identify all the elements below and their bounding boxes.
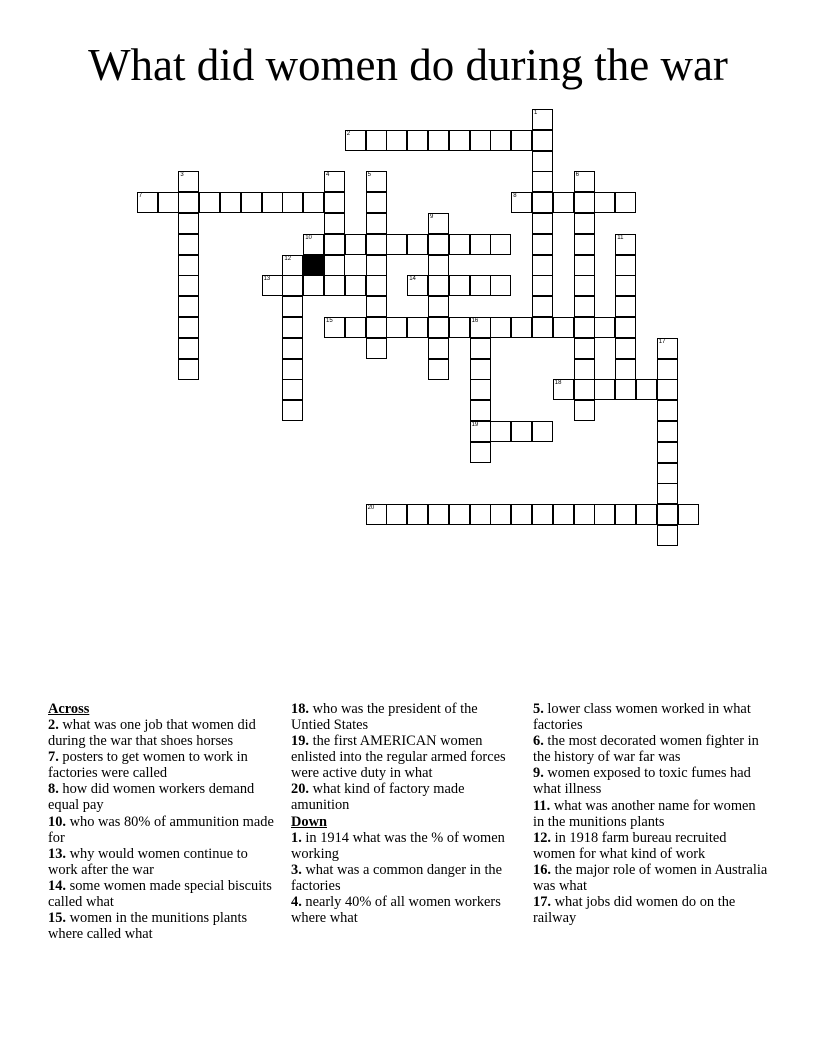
clue-column-1	[48, 701, 280, 942]
crossword-cell[interactable]	[553, 504, 574, 525]
crossword-cell[interactable]	[345, 234, 366, 255]
crossword-cell[interactable]	[282, 359, 303, 380]
crossword-cell[interactable]	[636, 379, 657, 400]
crossword-cell[interactable]	[324, 275, 345, 296]
crossword-cell[interactable]	[449, 317, 470, 338]
crossword-cell[interactable]	[428, 130, 449, 151]
crossword-cell[interactable]	[532, 151, 553, 172]
crossword-cell[interactable]	[158, 192, 179, 213]
crossword-cell[interactable]	[574, 379, 595, 400]
clue-number: 16	[471, 318, 479, 324]
crossword-cell[interactable]	[490, 317, 511, 338]
crossword-cell[interactable]	[615, 296, 636, 317]
clue-item	[48, 717, 280, 749]
clue-number: 8	[513, 193, 517, 200]
crossword-cell[interactable]	[428, 317, 449, 338]
clue-item-text: in 1918 farm bureau recruited women for what kind of work	[533, 829, 727, 862]
crossword-cell[interactable]	[324, 213, 345, 234]
crossword-cell[interactable]	[178, 213, 199, 234]
crossword-cell[interactable]	[386, 504, 407, 525]
crossword-cell[interactable]	[615, 192, 636, 213]
clue-item	[291, 894, 507, 926]
crossword-cell[interactable]	[532, 255, 553, 276]
crossword-cell[interactable]	[324, 234, 345, 255]
clue-item-number: 17.	[533, 894, 551, 911]
crossword-cell[interactable]	[657, 504, 678, 525]
crossword-cell[interactable]	[345, 130, 366, 151]
crossword-cell[interactable]	[282, 296, 303, 317]
clue-item-number: 12.	[533, 829, 551, 846]
clue-number: 18	[554, 380, 562, 387]
crossword-cell[interactable]	[657, 463, 678, 484]
crossword-cell[interactable]	[532, 421, 553, 442]
crossword-cell[interactable]	[490, 234, 511, 255]
clue-item-number: 18.	[291, 701, 309, 717]
crossword-cell[interactable]	[553, 317, 574, 338]
crossword-cell[interactable]	[470, 421, 491, 442]
clue-item-text: what jobs did women do on the railway	[533, 894, 736, 927]
clue-item-text: what kind of factory made amunition	[291, 781, 465, 814]
clue-item-number: 11.	[533, 797, 551, 814]
clue-item-text: women in the munitions plants where called what	[48, 910, 248, 943]
crossword-cell[interactable]	[470, 338, 491, 359]
crossword-cell[interactable]	[615, 504, 636, 525]
clue-item-text: lower class women worked in what factories	[533, 701, 751, 733]
crossword-cell[interactable]	[574, 234, 595, 255]
crossword-cell[interactable]	[490, 130, 511, 151]
crossword-cell[interactable]	[532, 109, 553, 130]
clue-number: 3	[180, 172, 184, 179]
clue-item	[533, 798, 768, 830]
crossword-cell[interactable]	[428, 213, 449, 234]
clue-item-text: what was another name for women in the munitions plants	[533, 797, 756, 830]
clue-item-text: the first AMERICAN women enlisted into the regular armed forces were active duty in what	[291, 733, 506, 782]
crossword-cell[interactable]	[282, 275, 303, 296]
crossword-cell[interactable]	[511, 130, 532, 151]
clue-item-number: 7.	[48, 749, 59, 766]
clue-item-text: who was 80% of ammunition made for	[48, 813, 274, 846]
crossword-cell[interactable]	[470, 317, 491, 338]
clue-item	[533, 765, 768, 797]
clue-item-number: 4.	[291, 893, 302, 910]
clue-item-number: 3.	[291, 861, 302, 878]
crossword-cell[interactable]	[449, 275, 470, 296]
crossword-cell[interactable]	[511, 192, 532, 213]
crossword-cell[interactable]	[615, 234, 636, 255]
crossword-cell[interactable]	[428, 359, 449, 380]
crossword-cell[interactable]	[178, 359, 199, 380]
crossword-cell[interactable]	[574, 317, 595, 338]
clue-item	[291, 701, 507, 733]
clue-number: 17	[658, 338, 666, 345]
clue-item-number: 6.	[533, 733, 544, 750]
clue-item	[291, 862, 507, 894]
page-title: What did women do during the war	[88, 40, 728, 90]
crossword-cell[interactable]	[366, 275, 387, 296]
crossword-cell[interactable]	[428, 504, 449, 525]
crossword-cell[interactable]	[137, 192, 158, 213]
clue-item	[533, 830, 768, 862]
crossword-cell[interactable]	[574, 275, 595, 296]
crossword-cell[interactable]	[282, 338, 303, 359]
crossword-cell[interactable]	[636, 504, 657, 525]
clue-number: 12	[284, 255, 292, 262]
crossword-cell[interactable]	[574, 338, 595, 359]
clue-item-number: 15.	[48, 910, 66, 927]
crossword-cell[interactable]	[178, 296, 199, 317]
clue-number: 5	[367, 172, 371, 179]
clue-item-text: who was the president of the Untied States	[291, 701, 478, 733]
crossword-cell[interactable]	[262, 275, 283, 296]
clue-item-text: what was one job that women did during the war that shoes horses	[48, 717, 256, 749]
crossword-cell[interactable]	[470, 234, 491, 255]
crossword-cell[interactable]	[532, 234, 553, 255]
crossword-cell[interactable]	[178, 338, 199, 359]
crossword-cell[interactable]	[532, 275, 553, 296]
crossword-cell[interactable]	[345, 275, 366, 296]
crossword-cell[interactable]	[407, 317, 428, 338]
crossword-cell[interactable]	[366, 317, 387, 338]
clue-item-number: 20.	[291, 781, 309, 798]
crossword-cell[interactable]	[657, 525, 678, 546]
clue-item-number: 19.	[291, 733, 309, 750]
crossword-cell[interactable]	[470, 275, 491, 296]
crossword-cell[interactable]	[386, 130, 407, 151]
crossword-cell[interactable]	[657, 421, 678, 442]
crossword-cell[interactable]	[657, 400, 678, 421]
crossword-cell[interactable]	[470, 359, 491, 380]
crossword-cell[interactable]	[657, 442, 678, 463]
crossword-cell[interactable]	[574, 296, 595, 317]
crossword-cell[interactable]	[657, 338, 678, 359]
crossword-cell[interactable]	[574, 192, 595, 213]
crossword-cell[interactable]	[615, 379, 636, 400]
crossword-cell[interactable]	[262, 192, 283, 213]
crossword-cell[interactable]	[511, 317, 532, 338]
clue-number: 2	[346, 130, 351, 137]
crossword-cell[interactable]	[386, 317, 407, 338]
clue-item-text: nearly 40% of all women workers where what	[291, 893, 501, 926]
crossword-cell[interactable]	[615, 275, 636, 296]
crossword-cell[interactable]	[178, 255, 199, 276]
clue-number: 11	[617, 234, 624, 241]
clue-item-text: women exposed to toxic fumes had what illness	[533, 765, 751, 798]
crossword-cell[interactable]	[615, 317, 636, 338]
crossword-cell[interactable]	[574, 359, 595, 380]
crossword-cell[interactable]	[386, 234, 407, 255]
clue-item-number: 2.	[48, 717, 59, 733]
clue-number: 13	[263, 276, 271, 283]
crossword-cell[interactable]	[532, 317, 553, 338]
crossword-cell[interactable]	[366, 338, 387, 359]
crossword-cell[interactable]	[428, 255, 449, 276]
crossword-cell[interactable]	[366, 234, 387, 255]
crossword-cell[interactable]	[532, 296, 553, 317]
clue-item-number: 14.	[48, 877, 66, 894]
crossword-cell[interactable]	[511, 504, 532, 525]
clue-item-text: what was a common danger in the factories	[291, 861, 503, 894]
crossword-cell[interactable]	[178, 171, 199, 192]
clue-item	[291, 830, 507, 862]
crossword-cell[interactable]	[178, 234, 199, 255]
clue-item-text: some women made special biscuits called what	[48, 877, 272, 910]
crossword-cell[interactable]	[594, 317, 615, 338]
crossword-cell[interactable]	[532, 504, 553, 525]
clue-item	[48, 846, 280, 878]
crossword-cell[interactable]	[470, 130, 491, 151]
crossword-cell[interactable]	[303, 275, 324, 296]
crossword-cell[interactable]	[199, 192, 220, 213]
clue-item	[48, 910, 280, 942]
down-heading: Down	[291, 813, 327, 830]
crossword-cell[interactable]	[657, 359, 678, 380]
clue-number: 6	[575, 172, 579, 179]
crossword-cell[interactable]	[615, 255, 636, 276]
clue-item-text: the major role of women in Australia was what	[533, 861, 768, 894]
crossword-cell[interactable]	[594, 504, 615, 525]
crossword-cell[interactable]	[449, 234, 470, 255]
crossword-cell[interactable]	[366, 192, 387, 213]
crossword-cell[interactable]	[574, 400, 595, 421]
clue-item-number: 8.	[48, 781, 59, 798]
clue-number: 10	[305, 234, 312, 241]
crossword-cell[interactable]	[178, 317, 199, 338]
crossword-cell[interactable]	[428, 275, 449, 296]
crossword-cell[interactable]	[345, 317, 366, 338]
clue-item	[533, 894, 768, 926]
clue-item-number: 10.	[48, 813, 66, 830]
clue-number: 15	[326, 318, 333, 324]
crossword-cell[interactable]	[282, 192, 303, 213]
crossword-cell[interactable]	[574, 213, 595, 234]
clue-item-number: 1.	[291, 829, 302, 846]
crossword-cell[interactable]	[657, 483, 678, 504]
crossword-black-cell	[303, 255, 324, 276]
crossword-cell[interactable]	[366, 171, 387, 192]
clue-item	[48, 749, 280, 781]
crossword-cell[interactable]	[178, 275, 199, 296]
crossword-cell[interactable]	[282, 379, 303, 400]
crossword-cell[interactable]	[449, 504, 470, 525]
crossword-cell[interactable]	[574, 255, 595, 276]
crossword-cell[interactable]	[178, 192, 199, 213]
crossword-cell[interactable]	[366, 296, 387, 317]
clue-item-number: 13.	[48, 845, 66, 862]
clue-item	[48, 878, 280, 910]
crossword-cell[interactable]	[428, 296, 449, 317]
crossword-cell[interactable]	[532, 213, 553, 234]
crossword-cell[interactable]	[241, 192, 262, 213]
clue-item-number: 5.	[533, 701, 544, 717]
crossword-cell[interactable]	[407, 275, 428, 296]
clue-item	[533, 701, 768, 733]
crossword-cell[interactable]	[470, 379, 491, 400]
crossword-cell[interactable]	[532, 171, 553, 192]
crossword-cell[interactable]	[324, 171, 345, 192]
crossword-cell[interactable]	[615, 359, 636, 380]
crossword-cell[interactable]	[553, 192, 574, 213]
clue-number: 9	[430, 214, 434, 220]
crossword-cell[interactable]	[553, 379, 574, 400]
crossword-cell[interactable]	[407, 234, 428, 255]
crossword-cell[interactable]	[470, 504, 491, 525]
crossword-cell[interactable]	[594, 192, 615, 213]
clue-item-number: 9.	[533, 765, 544, 782]
crossword-cell[interactable]	[282, 400, 303, 421]
crossword-cell[interactable]	[366, 213, 387, 234]
clue-column-2	[291, 701, 507, 926]
clue-item-number: 16.	[533, 861, 551, 878]
crossword-cell[interactable]	[366, 504, 387, 525]
crossword-cell[interactable]	[490, 504, 511, 525]
crossword-cell[interactable]	[470, 400, 491, 421]
clue-number: 20	[367, 505, 375, 512]
crossword-cell[interactable]	[490, 421, 511, 442]
clue-item	[48, 781, 280, 813]
crossword-cell[interactable]	[407, 130, 428, 151]
crossword-cell[interactable]	[282, 317, 303, 338]
crossword-cell[interactable]	[366, 130, 387, 151]
clue-column-3	[533, 701, 768, 926]
crossword-cell[interactable]	[303, 192, 324, 213]
crossword-cell[interactable]	[324, 317, 345, 338]
crossword-cell[interactable]	[470, 442, 491, 463]
clue-number: 1	[534, 110, 538, 116]
clue-item-text: in 1914 what was the % of women working	[291, 829, 505, 862]
clue-item-text: the most decorated women fighter in the history of war far was	[533, 733, 759, 766]
crossword-cell[interactable]	[657, 379, 678, 400]
crossword-cell[interactable]	[615, 338, 636, 359]
crossword-cell[interactable]	[324, 255, 345, 276]
clue-item-text: how did women workers demand equal pay	[48, 781, 255, 814]
crossword-cell[interactable]	[594, 379, 615, 400]
crossword-cell[interactable]	[532, 130, 553, 151]
crossword-cell[interactable]	[366, 255, 387, 276]
crossword-cell[interactable]	[220, 192, 241, 213]
clue-number: 7	[138, 193, 143, 200]
clue-item	[533, 862, 768, 894]
crossword-cell[interactable]	[449, 130, 470, 151]
clue-number: 14	[409, 276, 416, 283]
crossword-cell[interactable]	[574, 171, 595, 192]
clue-item-text: posters to get women to work in factories were called	[48, 749, 248, 782]
crossword-cell[interactable]	[511, 421, 532, 442]
crossword-cell[interactable]	[428, 338, 449, 359]
crossword-cell[interactable]	[324, 192, 345, 213]
crossword-cell[interactable]	[428, 234, 449, 255]
crossword-cell[interactable]	[532, 192, 553, 213]
crossword-cell[interactable]	[678, 504, 699, 525]
clue-item	[48, 814, 280, 846]
crossword-cell[interactable]	[574, 504, 595, 525]
clue-item	[533, 733, 768, 765]
clue-item-text: why would women continue to work after the war	[48, 845, 248, 878]
clue-item	[291, 781, 507, 813]
crossword-cell[interactable]	[282, 255, 303, 276]
clue-number: 19	[471, 422, 479, 428]
across-heading: Across	[48, 701, 90, 717]
clue-number: 4	[326, 172, 330, 179]
crossword-cell[interactable]	[490, 275, 511, 296]
clue-item	[291, 733, 507, 781]
crossword-cell[interactable]	[303, 234, 324, 255]
crossword-cell[interactable]	[407, 504, 428, 525]
